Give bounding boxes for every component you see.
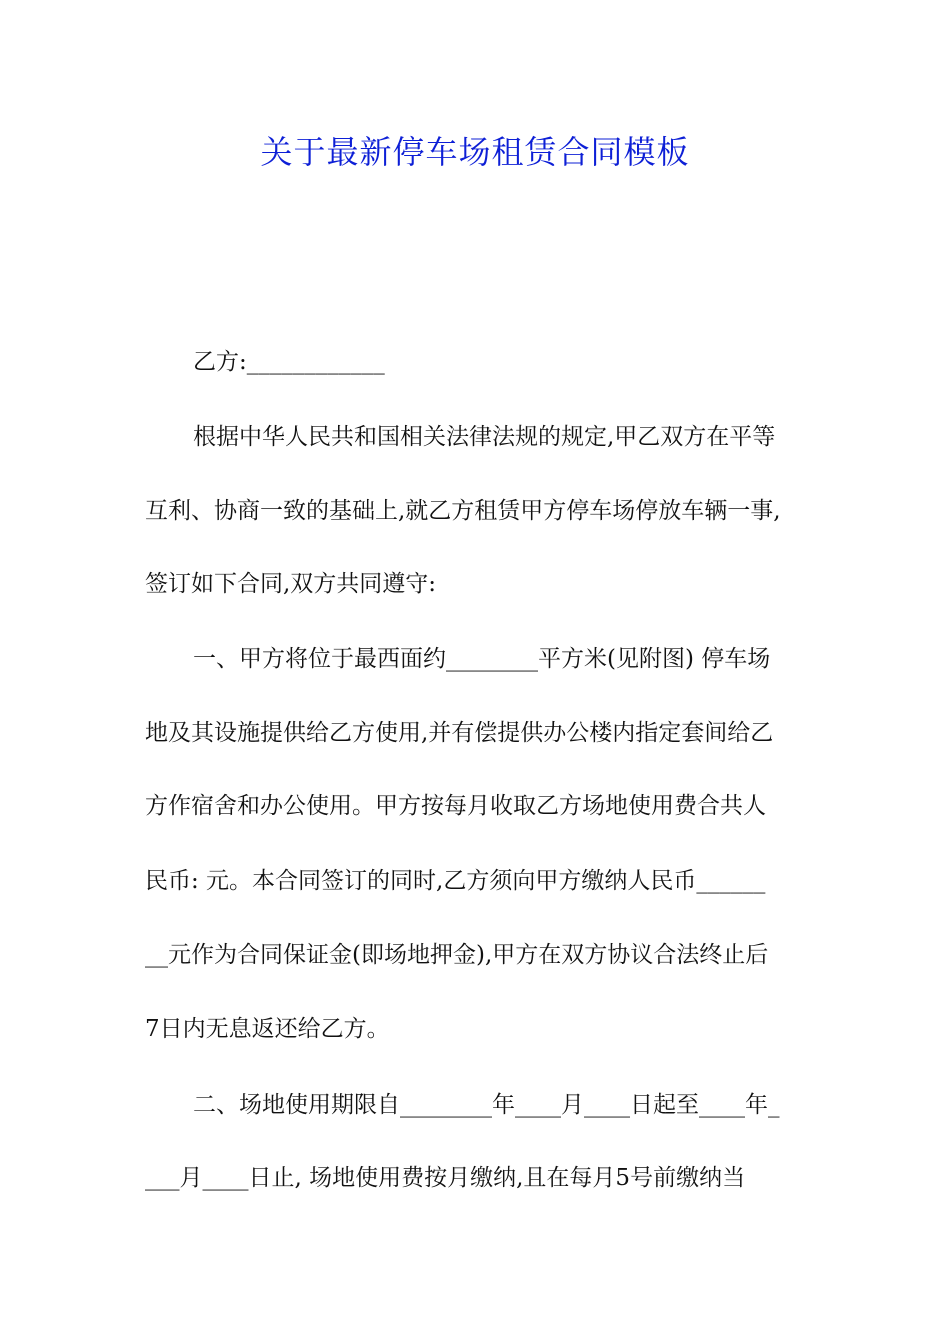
clause-two-text: 二、场地使用期限自________年____月____日起至____年_ xyxy=(193,1092,780,1118)
clause-one-text: 7日内无息返还给乙方。 xyxy=(145,1016,390,1042)
clause-one-text: 方作宿舍和办公使用。甲方按每月收取乙方场地使用费合共人 xyxy=(145,793,766,819)
clause-two-line xyxy=(0,1085,950,1125)
clause-one-line xyxy=(0,713,950,753)
clause-one-text: 一、甲方将位于最西面约________平方米(见附图) 停车场 xyxy=(193,646,771,672)
paragraph-line xyxy=(0,417,950,457)
party-b-text: 乙方:____________ xyxy=(193,349,385,375)
paragraph-text: 互利、协商一致的基础上,就乙方租赁甲方停车场停放车辆一事, xyxy=(145,498,781,524)
paragraph-line xyxy=(0,564,950,604)
paragraph-line xyxy=(0,491,950,531)
clause-one-text: 地及其设施提供给乙方使用,并有偿提供办公楼内指定套间给乙 xyxy=(145,720,774,746)
clause-one-line xyxy=(0,935,950,975)
clause-one-text: __元作为合同保证金(即场地押金),甲方在双方协议合法终止后 xyxy=(145,942,769,968)
clause-one-text: 民币: 元。本合同签订的同时,乙方须向甲方缴纳人民币______ xyxy=(145,868,766,894)
clause-one-line xyxy=(0,861,950,901)
clause-one-line xyxy=(0,639,950,679)
document-title: 关于最新停车场租赁合同模板 xyxy=(260,133,690,171)
paragraph-text: 根据中华人民共和国相关法律法规的规定,甲乙双方在平等 xyxy=(193,424,776,450)
paragraph-text: 签订如下合同,双方共同遵守: xyxy=(145,571,437,597)
clause-two-line xyxy=(0,1158,950,1198)
clause-one-line xyxy=(0,1009,950,1049)
party-b-line xyxy=(0,342,950,382)
clause-two-text: ___月____日止, 场地使用费按月缴纳,且在每月5号前缴纳当 xyxy=(145,1165,746,1191)
clause-one-line xyxy=(0,786,950,826)
